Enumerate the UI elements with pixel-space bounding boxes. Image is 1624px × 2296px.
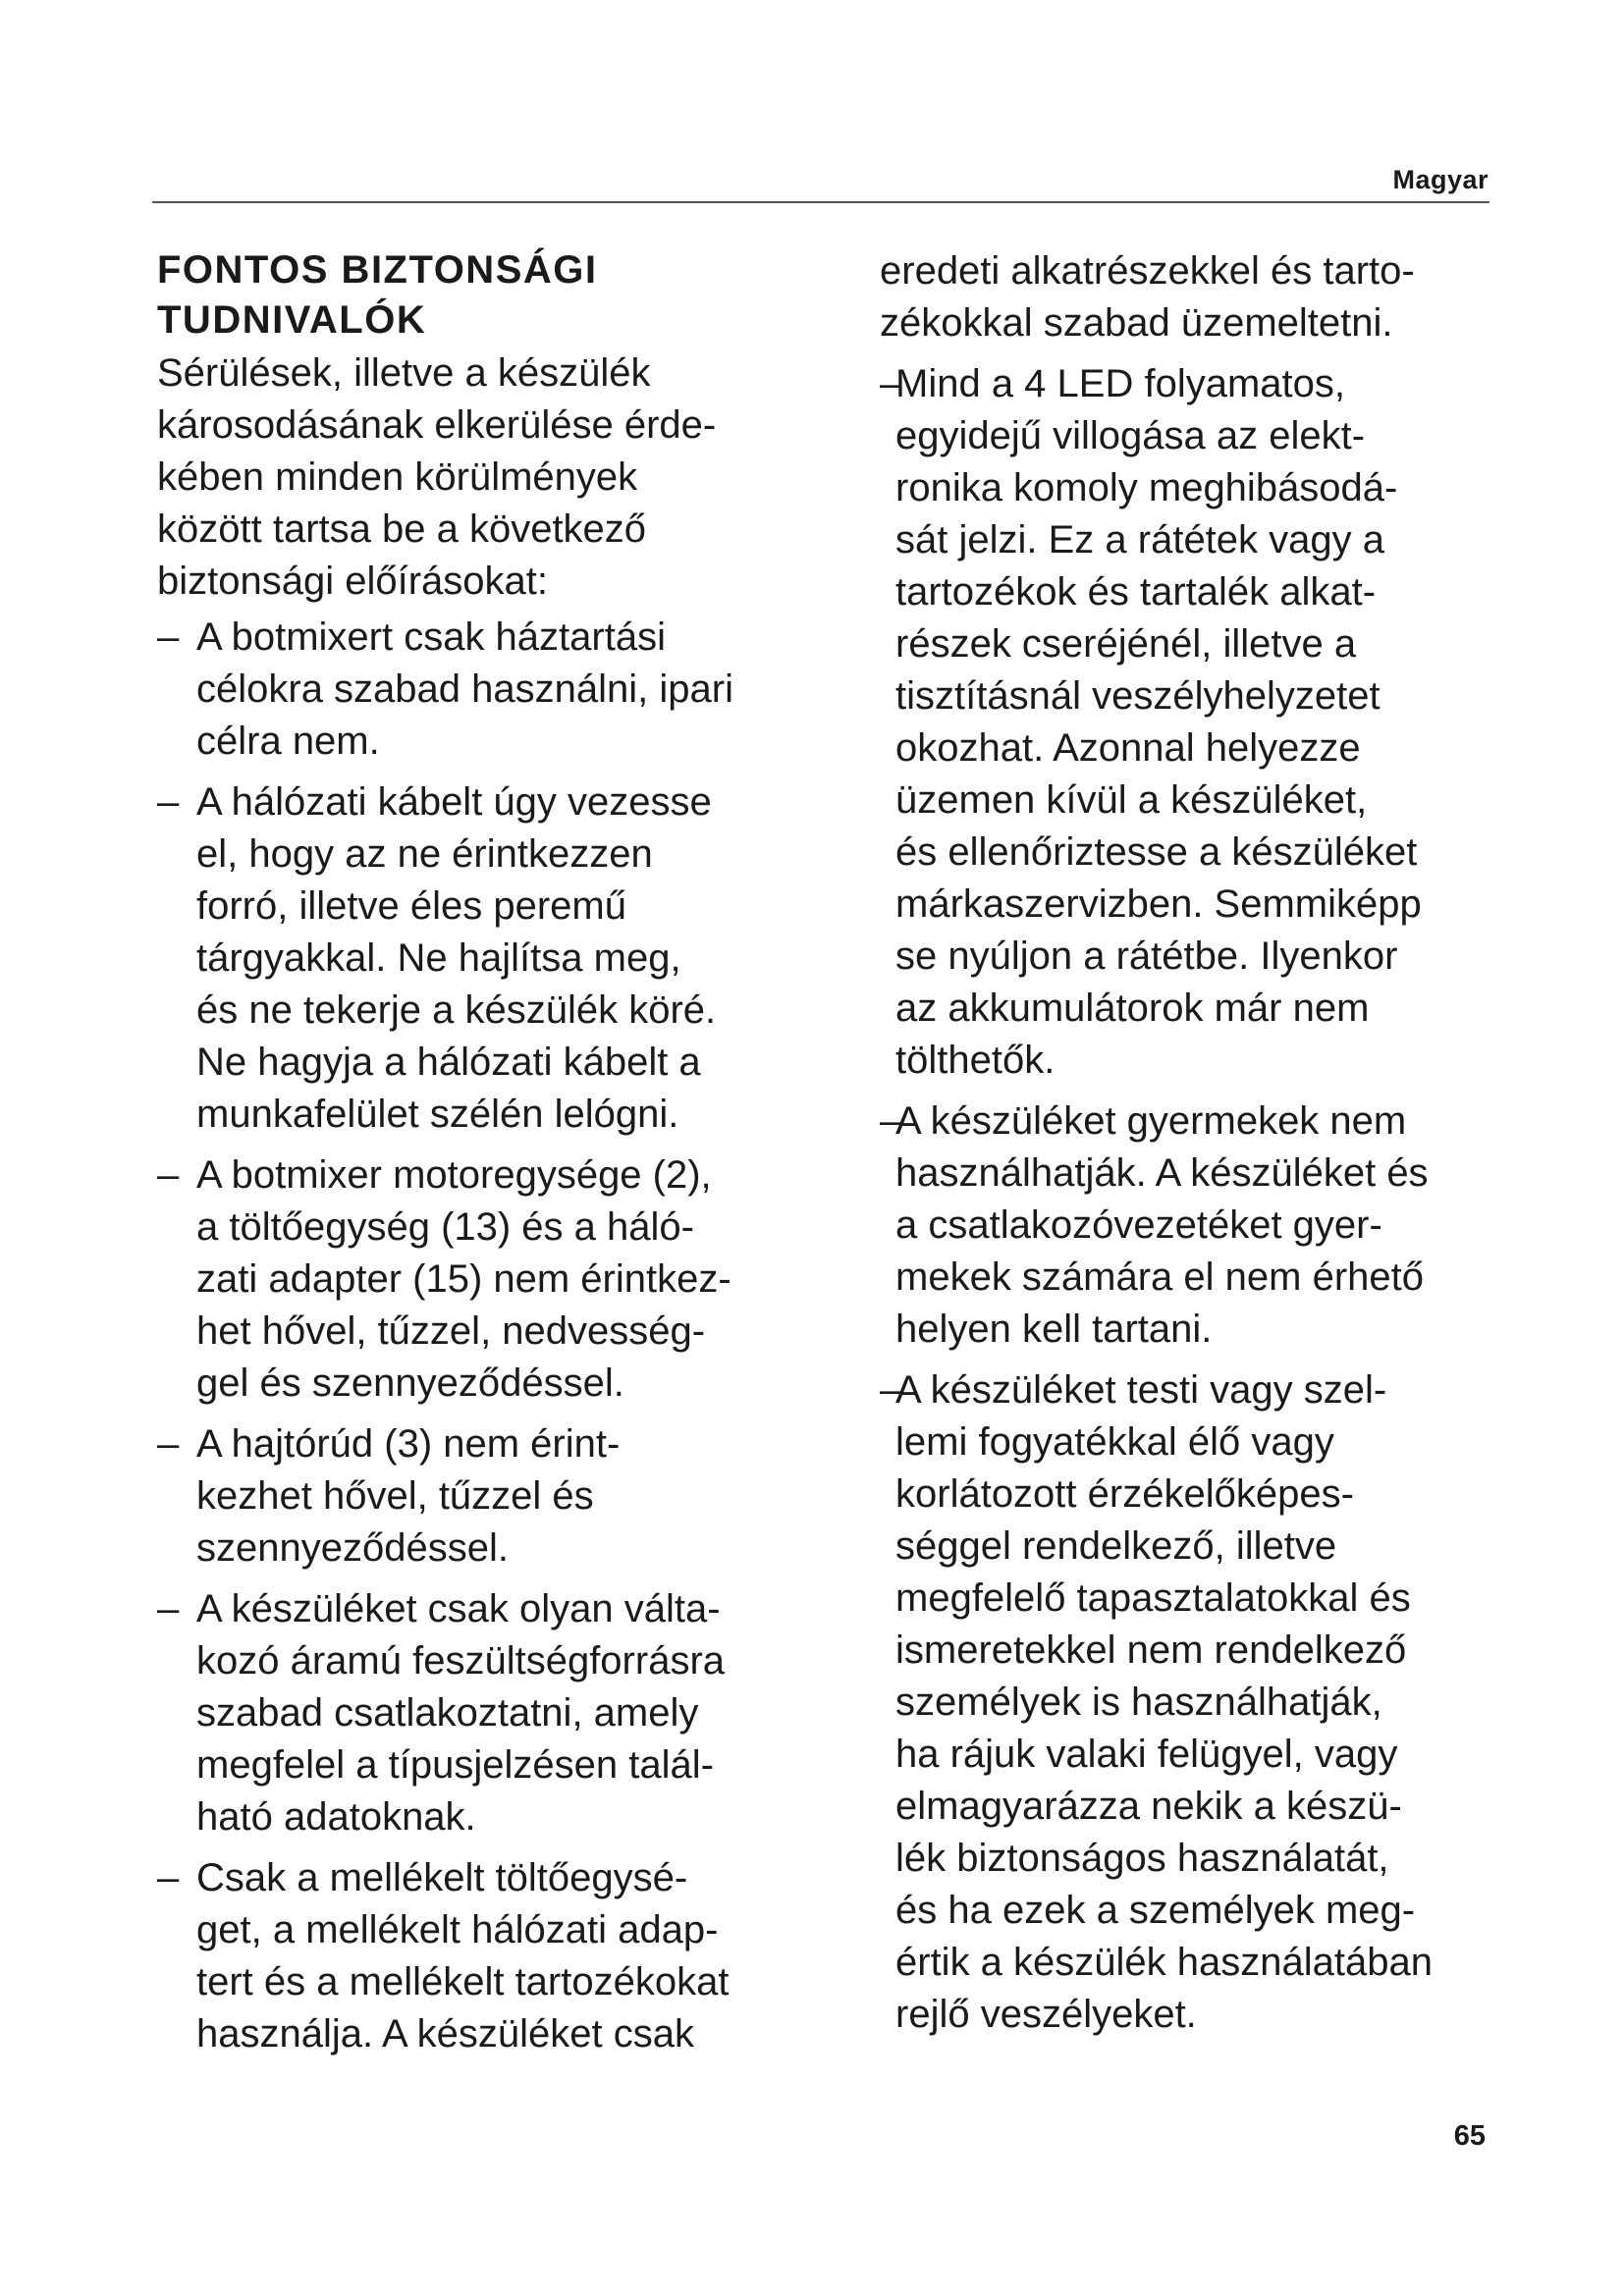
item-line: lék biztonságos használatát, (895, 1837, 1389, 1880)
item-line: tölthetők. (895, 1039, 1056, 1082)
header-divider (152, 201, 1489, 203)
item-line: tisztításnál veszélyhelyzetet (895, 674, 1380, 718)
item-line: – Csak a mellékelt töltőegysé- (157, 1856, 688, 1899)
item-line: tert és a mellékelt tartozékokat (196, 1960, 730, 2003)
intro-line: között tartsa be a következő (157, 507, 647, 551)
item-line: –Mind a 4 LED folyamatos, (880, 362, 1345, 405)
item-line: egyidejű villogása az elekt- (895, 414, 1366, 457)
item-line: célra nem. (196, 720, 380, 763)
item-line: kozó áramú feszültségforrásra (196, 1639, 726, 1682)
item-line: kezhet hővel, tűzzel és (196, 1474, 594, 1518)
item-line: – A készüléket csak olyan válta- (157, 1587, 721, 1630)
item-line: – A botmixer motoregysége (2), (157, 1153, 712, 1197)
item-line: részek cseréjénél, illetve a (895, 622, 1357, 666)
item-line: a töltőegység (13) és a háló- (196, 1205, 694, 1249)
intro-line: károsodásának elkerülése érde- (157, 403, 717, 447)
item-line: ha rájuk valaki felügyel, vagy (895, 1733, 1398, 1776)
continuation-line: zékokkal szabad üzemeltetni. (880, 301, 1393, 345)
item-line: –A készüléket gyermekek nem (880, 1099, 1407, 1143)
item-line: és ha ezek a személyek meg- (895, 1889, 1416, 1932)
item-line: mekek számára el nem érhető (895, 1255, 1425, 1299)
item-line: gel és szennyeződéssel. (196, 1362, 624, 1405)
item-line: okozhat. Azonnal helyezze (895, 726, 1361, 770)
intro-line: kében minden körülmények (157, 455, 638, 499)
continuation-paragraph (880, 245, 1508, 349)
intro-line: Sérülések, illetve a készülék (157, 351, 651, 395)
item-line: korlátozott érzékelőképes- (895, 1472, 1354, 1516)
item-line: helyen kell tartani. (895, 1308, 1213, 1351)
page-number: 65 (1453, 2120, 1486, 2152)
intro-line: biztonsági előírásokat: (157, 560, 549, 603)
item-line: üzemen kívül a készüléket, (895, 778, 1368, 822)
safety-item (157, 1852, 825, 2060)
item-line: tárgyakkal. Ne hajlítsa meg, (196, 936, 681, 980)
safety-item (880, 1364, 1508, 2041)
item-line: megfelelő tapasztalatokkal és (895, 1576, 1411, 1620)
safety-item (157, 1418, 825, 1575)
item-line: célokra szabad használni, ipari (196, 667, 733, 711)
item-line: forró, illetve éles peremű (196, 884, 626, 928)
safety-item (157, 612, 825, 768)
item-line: sát jelzi. Ez a rátétek vagy a (895, 518, 1385, 561)
item-line: megfelel a típusjelzésen talál- (196, 1743, 714, 1787)
item-line: elmagyarázza nekik a készü- (895, 1785, 1402, 1828)
item-line: a csatlakozóvezetéket gyer- (895, 1203, 1382, 1247)
item-line: – A botmixert csak háztartási (157, 615, 666, 659)
safety-item (880, 1095, 1508, 1356)
item-line: se nyúljon a rátétbe. Ilyenkor (895, 934, 1398, 978)
item-line: használhatják. A készüléket és (895, 1151, 1429, 1195)
intro-paragraph (157, 347, 825, 608)
item-line: márkaszervizben. Semmiképp (895, 882, 1422, 926)
item-line: séggel rendelkező, illetve (895, 1524, 1337, 1568)
item-line: zati adapter (15) nem érintkez- (196, 1257, 731, 1301)
item-line: és ne tekerje a készülék köré. (196, 988, 717, 1032)
item-line: szabad csatlakoztatni, amely (196, 1691, 699, 1735)
right-column (880, 245, 1508, 2050)
item-line: munkafelület szélén lelógni. (196, 1093, 679, 1136)
item-line: lemi fogyatékkal élő vagy (895, 1420, 1334, 1464)
item-line: rejlő veszélyeket. (895, 1993, 1197, 2036)
item-line: ismeretekkel nem rendelkező (895, 1629, 1407, 1672)
item-line: – A hálózati kábelt úgy vezesse (157, 780, 712, 824)
item-line: ható adatoknak. (196, 1795, 476, 1839)
title-line: FONTOS BIZTONSÁGI (157, 248, 598, 292)
item-line: használja. A készüléket csak (196, 2012, 694, 2056)
item-line: személyek is használhatják, (895, 1681, 1382, 1724)
item-line: értik a készülék használatában (895, 1941, 1433, 1984)
item-line: –A készüléket testi vagy szel- (880, 1368, 1387, 1412)
item-line: szennyeződéssel. (196, 1526, 509, 1570)
header-language: Magyar (1392, 165, 1489, 194)
item-line: tartozékok és tartalék alkat- (895, 570, 1377, 614)
safety-item (157, 1583, 825, 1843)
item-line: és ellenőriztesse a készüléket (895, 830, 1418, 874)
item-line: – A hajtórúd (3) nem érint- (157, 1422, 621, 1466)
item-line: az akkumulátorok már nem (895, 987, 1370, 1030)
item-line: el, hogy az ne érintkezzen (196, 832, 653, 876)
safety-item (880, 358, 1508, 1087)
item-line: Ne hagyja a hálózati kábelt a (196, 1041, 701, 1084)
safety-item (157, 1149, 825, 1410)
left-column (157, 245, 825, 2069)
title-line: TUDNIVALÓK (157, 298, 427, 342)
item-line: get, a mellékelt hálózati adap- (196, 1908, 719, 1951)
section-title (157, 245, 825, 346)
continuation-line: eredeti alkatrészekkel és tarto- (880, 249, 1415, 293)
item-line: ronika komoly meghibásodá- (895, 466, 1398, 509)
item-line: het hővel, tűzzel, nedvesség- (196, 1309, 706, 1353)
safety-item (157, 776, 825, 1141)
